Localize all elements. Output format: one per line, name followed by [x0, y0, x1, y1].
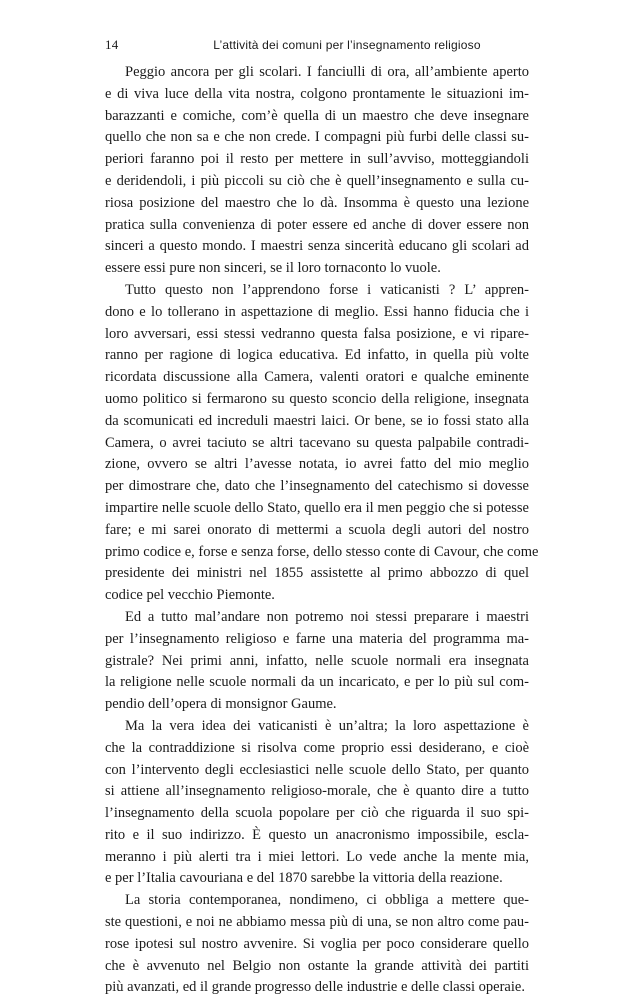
text-line: Camera, o avrei taciuto se altri tacevano su questa palpabile contradi-: [105, 434, 529, 451]
body-text: [105, 62, 539, 999]
text-line: zione, ovvero se altri l’avesse notata, io avrei fatto del mio meglio: [105, 456, 529, 473]
text-line: primo codice e, forse e senza forse, dello stesso conte di Cavour, che come: [105, 543, 539, 560]
text-line: e di viva luce della vita nostra, colgono prontamente le situazioni im-: [105, 85, 529, 102]
page-number: 14: [105, 37, 119, 52]
text-line: ste questioni, e noi ne abbiamo messa più di una, se non altro come pau-: [105, 914, 529, 931]
text-line: la religione nelle scuole normali da un incaricato, e per lo più sul com-: [105, 674, 529, 691]
text-line: impartire nelle scuole dello Stato, quello era il men peggio che si potesse: [105, 499, 529, 516]
text-line: riosa posizione del maestro che lo dà. Insomma è questo una lezione: [105, 194, 529, 211]
text-line: rito e il suo indirizzo. È questo un anacronismo impossibile, escla-: [105, 826, 529, 843]
text-line: presidente dei ministri nel 1855 assistette al primo abbozzo di quel: [105, 565, 529, 582]
text-line: e per l’Italia cavouriana e del 1870 sarebbe la vittoria della reazione.: [105, 870, 503, 887]
text-line: si attiene all’insegnamento religioso-morale, che è quanto dire a tutto: [105, 783, 529, 800]
text-line: sinceri a questo mondo. I maestri senza sincerità educano gli scolari ad: [105, 238, 529, 255]
text-line: ranno per ragione di logica educativa. Ed infatto, in quella più volte: [105, 347, 529, 364]
text-line: essere essi pure non sinceri, se il loro tornaconto lo vuole.: [105, 260, 441, 277]
text-line: da scomunicati ed increduli maestri laici. Or bene, se io fossi stato alla: [105, 412, 529, 429]
text-line: periori faranno poi il resto per mettere in sull’avviso, motteggiandoli: [105, 151, 529, 168]
text-line: Ed a tutto mal’andare non potremo noi stessi preparare i maestri: [125, 608, 529, 625]
text-line: La storia contemporanea, nondimeno, ci obbliga a mettere que-: [125, 892, 529, 909]
text-line: per dimostrare che, dato che l’insegnamento del catechismo si dovesse: [105, 478, 529, 495]
text-line: pendio dell’opera di monsignor Gaume.: [105, 696, 337, 713]
page-header: [105, 37, 529, 57]
text-line: Ma la vera idea dei vaticanisti è un’altra; la loro aspettazione è: [125, 717, 529, 734]
text-line: più avanzati, ed il grande progresso delle industrie e delle classi operaie.: [105, 979, 525, 996]
text-line: pratica sulla convenienza di poter essere ed anche di dover essere non: [105, 216, 529, 233]
text-line: meranno i più alerti tra i miei lettori. Lo vede anche la mente mia,: [105, 848, 529, 865]
text-line: Tutto questo non l’apprendono forse i vaticanisti ? L’ appren-: [125, 281, 529, 298]
text-line: Peggio ancora per gli scolari. I fanciulli di ora, all’ambiente aperto: [125, 64, 529, 80]
text-line: ricordata discussione alla Camera, valenti oratori e qualche eminente: [105, 369, 529, 386]
running-title: L’attività dei comuni per l’insegnamento religioso: [213, 38, 481, 52]
text-line: con l’intervento degli ecclesiastici nelle scuole dello Stato, per quanto: [105, 761, 529, 778]
text-line: che è avvenuto nel Belgio non ostante la grande attività dei partiti: [105, 957, 529, 974]
text-line: barazzanti e comiche, com’è quella di un maestro che deve insegnare: [105, 107, 529, 124]
text-line: per l’insegnamento religioso e farne una materia del programma ma-: [105, 630, 529, 647]
text-line: fare; e mi sarei onorato di mettermi a scuola degli autori del nostro: [105, 521, 529, 538]
paragraph: [105, 607, 529, 716]
text-line: che la contraddizione si risolva come proprio essi desiderano, e cioè: [105, 739, 529, 756]
text-line: dono e lo tollerano in aspettazione di meglio. Essi hanno fiducia che i: [105, 303, 529, 320]
text-line: rose ipotesi sul nostro avvenire. Si voglia per poco considerare quello: [105, 935, 529, 952]
text-line: loro avversari, essi stessi vedranno questa falsa posizione, e vi ripare-: [105, 325, 529, 342]
text-line: gistrale? Nei primi anni, infatto, nelle scuole normali era insegnata: [105, 652, 529, 669]
paragraph: [105, 716, 529, 890]
paragraph: [105, 280, 539, 607]
text-line: uomo politico si fermarono su questo sconcio della religione, insegnata: [105, 390, 529, 407]
text-line: codice pel vecchio Piemonte.: [105, 587, 275, 604]
text-line: e deridendoli, i più piccoli su ciò che è quell’insegnamento e sulla cu-: [105, 172, 529, 189]
text-line: l’insegnamento della scuola popolare per ciò che riguarda il suo spi-: [105, 805, 529, 822]
paragraph: [105, 890, 529, 999]
text-line: quello che non sa e che non crede. I compagni più furbi delle classi su-: [105, 129, 529, 146]
paragraph: [105, 62, 529, 280]
